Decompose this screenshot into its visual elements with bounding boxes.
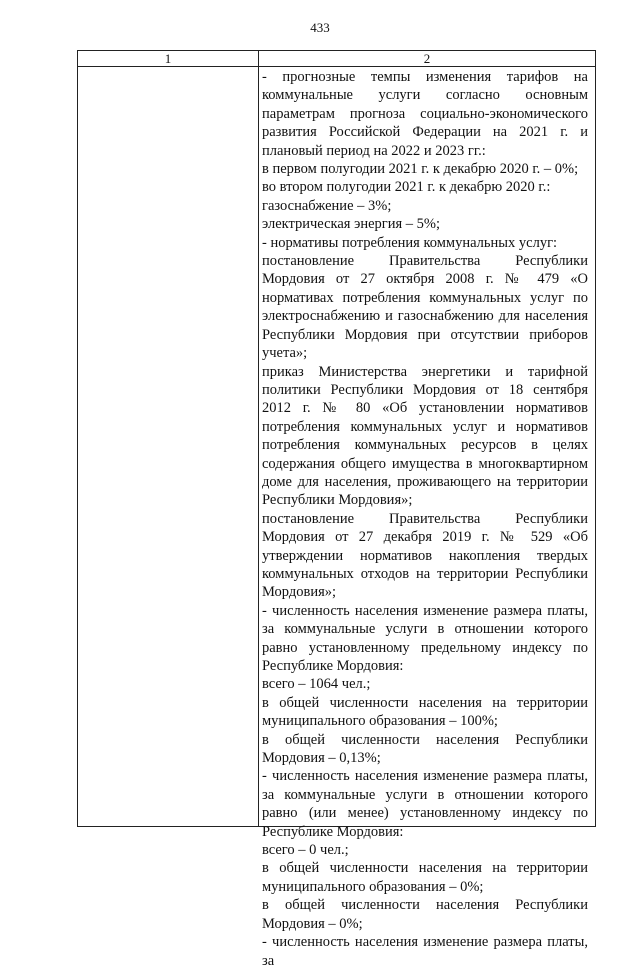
paragraph-municipal-0: в общей численности населения на территории муниципального образования – 0%; bbox=[262, 860, 588, 895]
paragraph-norms-heading: - нормативы потребления коммунальных услуг: bbox=[262, 234, 558, 251]
paragraph-gas: газоснабжение – 3%; bbox=[262, 197, 392, 214]
paragraph-second-half: во втором полугодии 2021 г. к декабрю 2020 г.: bbox=[262, 179, 551, 196]
paragraph-population-continued: - численность населения изменение размера платы, за bbox=[262, 934, 588, 969]
paragraph-forecast-tariffs: - прогнозные темпы изменения тарифов на коммунальные услуги согласно основным параметрам прогноза социально-экономического развития Российской Федерации на 2021 г. и плановый период на 2022 и 2023 гг.: bbox=[262, 69, 588, 159]
table-header-row bbox=[78, 51, 595, 67]
page-number: 433 bbox=[310, 20, 330, 35]
document-table bbox=[77, 50, 596, 969]
paragraph-republic-0: в общей численности населения Республики Мордовия – 0%; bbox=[262, 897, 588, 932]
paragraph-order-80: приказ Министерства энергетики и тарифной политики Республики Мордовия от 18 сентября 2012 г. № 80 «Об установлении нормативов потребления коммунальных услуг и нормативов потребления коммунальных ресурсов в целях содержания общего имущества в многоквартирном доме для населения, проживающего на территории Республики Мордовия»; bbox=[262, 363, 588, 509]
column-header-2: 2 bbox=[423, 51, 431, 66]
column-2-content bbox=[262, 68, 588, 970]
paragraph-resolution-479: постановление Правительства Республики Мордовия от 27 октября 2008 г. № 479 «О нормативах потребления коммунальных услуг по электроснабжению и газоснабжению для населения Республики Мордовия при отсутствии приборов учета»; bbox=[262, 253, 588, 362]
paragraph-municipal-100: в общей численности населения на территории муниципального образования – 100%; bbox=[262, 694, 588, 730]
column-divider bbox=[258, 51, 259, 826]
paragraph-first-half: в первом полугодии 2021 г. к декабрю 2020 г. – 0%; bbox=[262, 161, 579, 178]
paragraph-resolution-529: постановление Правительства Республики Мордовия от 27 декабря 2019 г. № 529 «Об утверждении нормативов накопления твердых коммунальных отходов на территории Республики Мордовия»; bbox=[262, 510, 588, 601]
paragraph-electricity: электрическая энергия – 5%; bbox=[262, 216, 440, 233]
column-header-1: 1 bbox=[164, 51, 172, 66]
paragraph-total-0: всего – 0 чел.; bbox=[262, 842, 349, 859]
paragraph-total-1064: всего – 1064 чел.; bbox=[262, 676, 371, 693]
paragraph-population-equal-index: - численность населения изменение размера платы, за коммунальные услуги в отношении которого равно установленному предельному индексу по Республике Мордовия: bbox=[262, 602, 588, 674]
paragraph-population-less-index: - численность населения изменение размера платы, за коммунальные услуги в отношении которого равно (или менее) установленному индексу по Республике Мордовия: bbox=[262, 768, 588, 840]
paragraph-republic-013: в общей численности населения Республики Мордовия – 0,13%; bbox=[262, 731, 588, 767]
